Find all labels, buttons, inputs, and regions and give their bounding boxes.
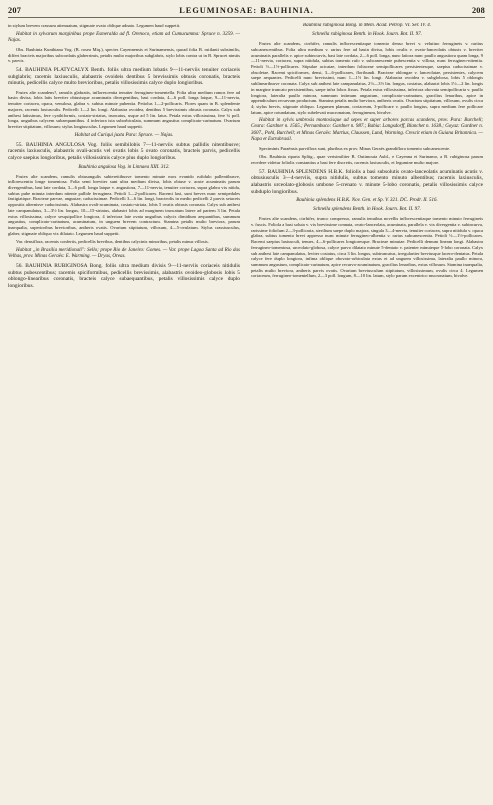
species-description-57: Frutex alte scandens, cirrhifer, trunco compresso, ramulis tenuibus novellis inflorescentiaque tomento minuto ferrugineis v. fuscis. Foliola a basi soluta v. vix brevissime connata, ovato-lanceolata, acuminata, parallela v. vix divergentia v. subincurva, rarissime foliolum 2—3-pollicaria, sterilium saepe duplo majora, singula 3—4-nervia, tenuiter coriacea, supra nitidula v. opaca glabra, subtus tomento brevi appresso nunc minute ferrugineo-albentia v. rarius subcanescentia. Petioli ½—1½-pollicares. Racemi saepius laxiusculi, tenues, 4—6-pollicares longioresque. Bracteae minutae. Pedicelli demum lineam longi. Alabastra ferrugineo-tomentosa, urceolato-globosa, calyce parvo dilatato minute 5-dentato v. paienter minuteque 5-lobo coronata. Calyx sub anthesi late campanulatus, leviter costatus, circa 3 lin. longus, subtruncatus, irregulariter breviusque lacero-dentatus. Petala calyce fere duplo longiora, infima oblique obovato-orbiculata extus et ad unguem villosissima, lateralia paullo minora, summum angustum, complicato-carinatum, apice recurvo-acuminatum, gracilius lenaribus, extus villosum. Stamina inaequalia, petalis multo breviora, antheris parvis ovatis. Ovarium breviusculum stipitatum, villosissimum, ovulis circa 4. Legumen coriaceum, ferrugineo-tomentellum, 2—3 poll. longum, 8—10 lin. latum, stylo parum excentrico mucronatum, bivalve. (251, 216, 483, 279)
observation-note: Obs. Bauhinia Kunthiana Vog. (B. rosea Miq.), species Cayennensis et Surinamensis, quoad folia B. rutilanti subsimilis, differt bracteis majoribus subcordatis glaberrimis, petalis multo majoribus subglabris, stylo lobis contra ut in B. Sprucei nimiis v. parvis. (8, 46, 240, 64)
citation-57a: Bauhinia splendens H.B.K. Nov. Gen. et Sp. V. 321. DC. Prodr. II. 516. (296, 198, 438, 204)
left-column (8, 23, 240, 805)
left-page-number: 207 (8, 6, 22, 15)
species-heading-54: 54. BAUHINIA PLATYCALYX Benth. foliis ultra medium lobatis 9—11-nerviis tenuiter coriaceis subglabris; racemis laxiusculis, alabastris ovoideis dentibus 5 brevissimis obtusis coronatis, bracteis minutis, pedicellis calyce multo brevioribus, petalis villosissimis calyce duplo longioribus. (8, 67, 240, 87)
citation-56b: Schnella rubiginosa Benth. in Hook. Journ. Bot. II. 97. (312, 32, 422, 38)
two-column-body (8, 23, 485, 805)
citation-55: Bauhinia angulosa Vog. in Linnaea XIII. 312. (78, 164, 170, 170)
observation-note-56: Obs. Bauhinia riparia Splitg., quae verisimiliter B. Outimouta Aubl., e Cayenna et Surinamo, a B. rubiginosa parum recedere videtur foliolis constantius a basi fere discretis, racemis laxiusculis, et legumine multo majore. (251, 154, 483, 166)
species-heading-57: 57. BAUHINIA SPLENDENS H.B.K. foliolis a basi subsolutis ovato-lanceolatis acuminatis acutis v. obtusiusculis 3—4-nerviis, supra nitidulis, subtus tomento minuto albentibus; racemis laxiusculis, alabastris urceolato-globosis umbone 5-crenato v. minute 5-lobo coronatis, petalis villosissimis calyce subduplo longioribus. (251, 168, 483, 195)
species-heading-56: 56. BAUHINIA RUBIGINOSA Bong. foliis ultra medium divisis 9—11-nerviis coriaceis nitidulis subtus pubescentibus; racemis spiciformibus, pedicellis brevissimis, alabastris ovoideo-globosis lobis 5 oblongo-linearibus coronatis, bracteis calyce subaequantibus, petalis villosissimis calyce duplo longioribus. (8, 263, 240, 290)
habitat-note-56: Habitat in sylvis umbrosis montosisque ad sepes et super arbores parcas scandens, prov. Para: Burchell; Ceara: Gardner n. 1565.; Pernambuco: Gardner n. 987.; Bahia: Langsdorff, Blanchet n. 1638.; Goyaz: Gardner n. 3607., Pohl, Burchell; et Minas Geraës: Martius, Claussen, Lund, Warming. Crescit etiam in Guiana Britannica. — Napa et Extrabrasil. (251, 118, 483, 142)
species-heading-55: 55. BAUHINIA ANGULOSA Vog. foliis semibilobis 7—11-nerviis subtus pallidis nitentibusve; racemis laxiusculis, alabastris ovali-acutis vel ovatis lobis 5 ovato coronatis, bracteis parvis, pedicellis calyce saepius longioribus, petalis villosissimis calyce plus duplo longioribus. (8, 141, 240, 161)
habitat-note: Habitat in sylvarum marginibus prope Esmeralda ad fl. Orenoco, etiam ad Cumucumma: Spruce n. 3259. — Najas. (8, 31, 240, 43)
citation-56a: Bauhinia rubiginosa Bong. in Mem. Acad. Petrop. VI. Ser. IV. 4. (303, 23, 431, 28)
species-description-56: Frutex alte scandens, cirrhifer, ramulis inflorescentiaque tomento denso brevi v. velutino ferrugineis v. rariius subcanescentibus. Folia ultra medium v. rarius fere ad basin divisa, lobis ovalis v. ovato-lanceolatis obtusis v. breviter acuminatis parallelis v. apice subincurvis, basi late cordata, 2—6 poll. longa, nunc latiora nunc paullo angustiora quam longa, 9—11-nervia, coriacea, supra nitidula, subtus tomento rufo v. subcanescente pubescentia v. villosa, nunc ferrugineo-nitentia. Petioli ½—1½-pollicares. Stipulae acicatae, interdum foliaceae semipollicares persistentesque, saepius caducissimae v. obsoletae. Racemi spiciformes, densi, 3—6-pollicares, floribundi. Bracteae oblongae v. lanceolatae, persistentes, calycem saepe aequantes. Pedicelli nunc brevissimi, nunc 1—1½ lin. longi. Alabastra ovoidea v. subglobosa, lobis 5 oblongis sublinearibusve coronata. Calyx sub anthesi late campanulatus, 2½—3½ lin. longus, costatus, alabastri lobis 1½—2 lin. longis in margine truncato persistentibus, saepe infra lobos fissus. Petala extus villosissima, inferiora obovata semipollicaria v. paullo longiora, lateralia paullo minora, summum intimum angustum, complicato-carinatum, gracilius lenaribus, apice in appendiculum recurvum productum. Stamina petalis multo breviora, antheris ovatis. Ovarium stipitatum, villosum, ovulis circa 4; stylus brevis, stigmate obliquo. Legumen planum, coriaceum, 3-pollicare v. paullo longius, supra medium fere pollicare latum, apice rotundatum, stylo subelevati mucronatum, ferrugineum, bivalve. (251, 41, 483, 115)
species-description-54: Frutex alte scandens?, ramulis glabratis, inflorescentia tenuiter ferrugineo-tomentella. Folia ultra medium ramos fere ad basin divisa, lobis latis breviter obtusisque acuminatis divergentibus, basi cordata, 4—6 poll. longa latque, 9—11-nervia, tenuiter coriacea, opaca, venulosa, glabra v. subtus minute pubentia. Petiolus 1—2-pollicaris. Flores quam in B. splendente majores, racemis laxiusculis. Pedicelli 1—2 lin. longi. Alabastra ovoidea, dentibus 5 brevissimis obtusis coronata. Calyx sub anthesi latissimus, fere cyathiformis, costato-striatus, truncatus, usque ad 5 lin. latus. Petala extus villosissima, fere ¾ poll. longa, unguibus calycem subaequantibus. 4 inferiora ista suborbiculata, summum angustius complicato-carinatum. Ovarium breviter stipitatum, villosum; stylus longiusculus. Legumen haud suppetit. (8, 89, 240, 129)
specimen-note-56: Speciminis Paraënsis parviflora sunt, pluribus ex prov. Minas Geraës grandiflora tomento subcanescente. (259, 145, 451, 151)
habitat-note-54: Habitat ad Curiqui juxta Para: Spruce. — Najas. (74, 132, 174, 138)
right-page-number: 208 (471, 6, 485, 15)
habitat-note-55: Habitat „in Brasilia meridionali": Sello; prope Rio de Janeiro: Gomes. — Var. prope Lagoa Santa ad Rio das Velhas, prov. Minas Geraës: E. Warming. — Dryas, Oreas. (8, 248, 240, 260)
variety-note-55: Var. densiflora, racemis confertis, pedicellis brevibus, dentibus calycinis minoribus, petalis minus villosis. (16, 239, 209, 245)
citation-57b: Schnella splendens Benth. in Hook. Journ. Bot. II. 97. (313, 207, 421, 213)
species-description-55: Frutex alte scandens, ramulis obtusangulis subtereitibusve tomento minute mox evanido rufidulo pallentibusve, inflorescentia longe tomentosa. Folia semi breviter sunt ultra medium divisa, lobis obtuse v. acute acuminatis parum divergentibus, basi late cordata, 3—6 poll. longa latque v. angustiora, 7—11-nervia, tenuiter coriacea, supra glabra vix nitida, subtus pube minuta interdum nitente pallide ferruginea. Petioli 1—2-pollicares. Racemi laxi, sunt breves nunc semipedales fastigiatique. Bracteae parvae, angustae, caducissimae. Pedicelli 3—6 lin. longi, bracteolis in medio pedicelli 2 parvis setaceis oppositis alternisve caducissimis. Alabastra ovali-acuminata, costato-striata, lobis 5 ovatis obtusis coronata. Calyx sub anthesi late campanulatus, 3—3½ lin. longus, 10—15-striatus, alabastri lobis ad marginem truncatum latere ad partem 3 lin. Petala extus villosissima, calyce sesquipollice longiora, 4 inferiora late ovata unguibus calycis dimidium aequantibus, summum angustius, complicato-carinatum, acuminatum, in unguem brevem contractum. Stamina petalis multo breviora, parum inaequalia, superioribus brevioribus, antheris ovatis. Ovarium stipitatum, villosum, 4—5-ovulatum. Stylus crassiusculus, glaber, stigmate obliquo vix dilatato. Legumen haud suppetit. (8, 173, 240, 236)
paragraph: in stylum brevem crassum attenuatum, stigmate ovato oblique adnato. Legumen haud suppetit. (8, 23, 181, 28)
running-header (8, 6, 485, 18)
right-column (251, 23, 483, 805)
running-title: LEGUMINOSAE: BAUHINIA. (179, 6, 314, 15)
